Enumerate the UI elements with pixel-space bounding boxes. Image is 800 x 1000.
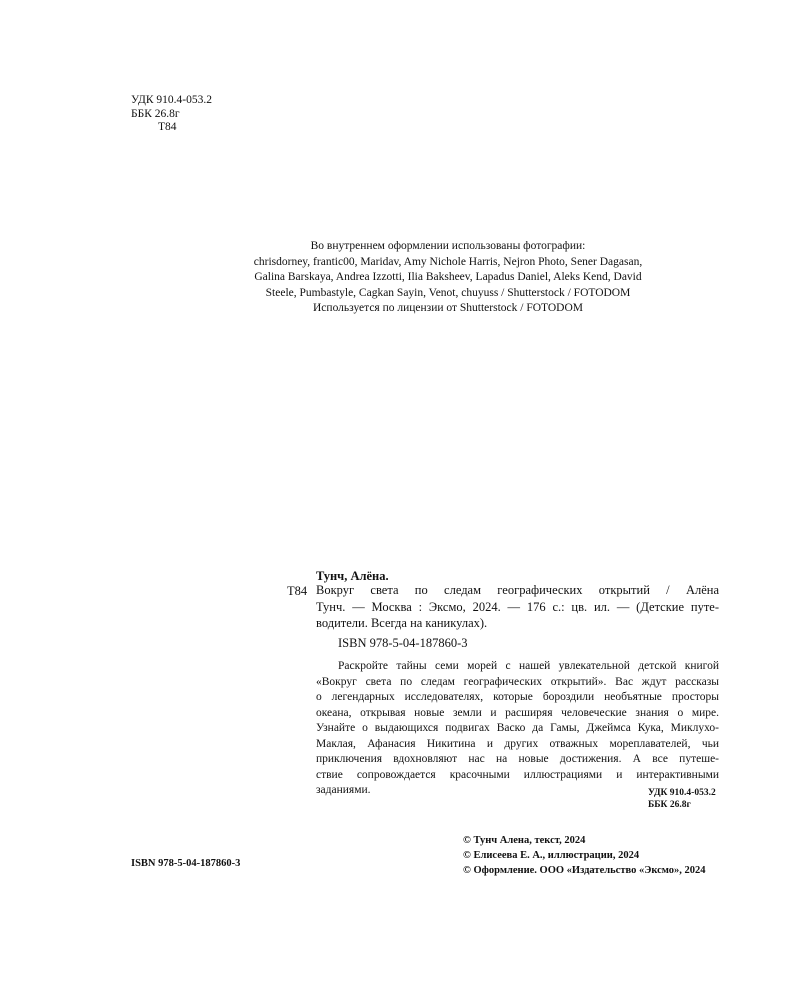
copyright-line: © Тунч Алена, текст, 2024	[463, 835, 586, 846]
classification-block	[131, 94, 212, 135]
record-author-sign: Т84	[287, 584, 308, 598]
record-description	[316, 582, 719, 632]
photo-credits	[230, 239, 666, 317]
record-isbn: ISBN 978-5-04-187860-3	[338, 636, 468, 650]
annotation-line: «Вокруг света по следам географических открытий». Вас ждут рассказы	[316, 675, 719, 688]
annotation-line: Маклая, Афанасия Никитина и других отважных мореплавателей, чьи	[316, 737, 719, 750]
annotation-line: океана, открывая новые земли и расширяя человеческие знания о мире.	[316, 706, 719, 719]
annotation	[316, 659, 719, 799]
udk-code-small: УДК 910.4-053.2	[648, 788, 716, 798]
credits-line: Во внутреннем оформлении использованы фотографии:	[310, 240, 586, 252]
annotation-line: Узнайте о выдающихся подвигах Васко да Гамы, Джеймса Кука, Миклухо-	[316, 722, 719, 734]
annotation-line: заданиями.	[316, 784, 371, 796]
copyright-line: © Елисеева Е. А., иллюстрации, 2024	[463, 850, 640, 861]
credits-line: Galina Barskaya, Andrea Izzotti, Ilia Baksheev, Lapadus Daniel, Aleks Kend, David	[254, 271, 642, 283]
record-line: Вокруг света по следам географических открытий / Алёна	[316, 583, 719, 597]
bbk-code-small: ББК 26.8г	[648, 800, 691, 810]
annotation-line: о легендарных исследователях, которые бороздили необъятные просторы	[316, 691, 719, 703]
annotation-line: Раскройте тайны семи морей с нашей увлекательной детской книгой	[338, 660, 719, 672]
copyright-block	[463, 833, 706, 878]
record-author: Тунч, Алёна.	[316, 569, 389, 583]
record-line: Тунч. — Москва : Эксмо, 2024. — 176 с.: цв. ил. — (Детские путе-	[316, 599, 719, 614]
annotation-line: ствие сопровождается красочными иллюстрациями и интерактивными	[316, 768, 719, 781]
classification-small	[648, 787, 716, 811]
annotation-line: приключения вдохновляют нас на новые достижения. А все путеше-	[316, 753, 719, 765]
author-sign: Т84	[158, 121, 177, 133]
credits-line: Steele, Pumbastyle, Cagkan Sayin, Venot, chuyuss / Shutterstock / FOTODOM	[265, 286, 631, 299]
isbn-bottom: ISBN 978-5-04-187860-3	[131, 858, 241, 869]
record-line: водители. Всегда на каникулах).	[316, 616, 488, 630]
udk-code: УДК 910.4-053.2	[131, 94, 212, 106]
copyright-line: © Оформление. ООО «Издательство «Эксмо», 2024	[463, 865, 706, 876]
credits-line: chrisdorney, frantic00, Maridav, Amy Nichole Harris, Nejron Photo, Sener Dagasan,	[253, 255, 643, 268]
credits-line: Используется по лицензии от Shutterstock / FOTODOM	[313, 302, 583, 314]
bbk-code: ББК 26.8г	[131, 107, 180, 120]
